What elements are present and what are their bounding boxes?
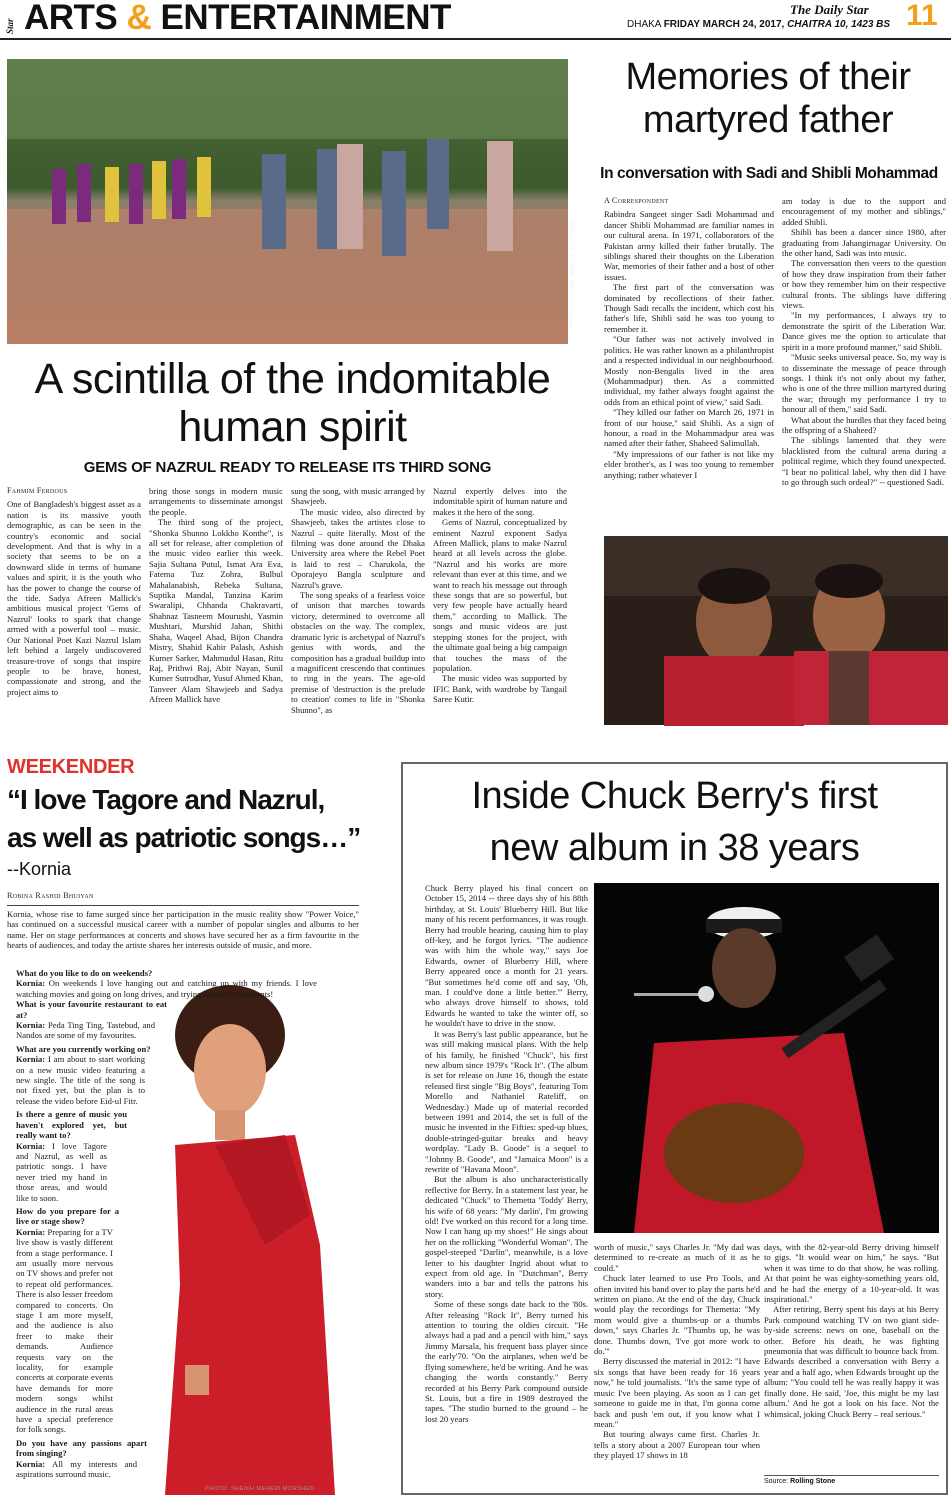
paragraph: worth of music," says Charles Jr. "My dad was determined to re-create as much of it as he could." bbox=[594, 1242, 760, 1273]
answer-5 bbox=[7, 1227, 113, 1435]
paragraph: Chuck Berry played his final concert on October 15, 2014 -- three days shy of his 88th birthday, at St. Louis' Blueberry Hill. But like many of his recent performances, it was rough. Berry had trouble hearing, causing him to play off-key, and he forgot lyrics. "The audience was with him the whole way," says Joe Edwards, owner of Blueberry Hill, where Berry appeared once a month for 21 years. "But sometimes he'd come off and say, 'Oh, man. I could've done a little better.'" Berry, who always drove himself to shows, told Edwards he wanted to take the winter off, so he wouldn't have to drive in the snow. bbox=[425, 883, 588, 1029]
section-arts: ARTS bbox=[24, 0, 118, 37]
gems-of-nazrul-photo bbox=[7, 59, 576, 344]
headline-line1: Memories of their bbox=[625, 56, 911, 98]
paragraph: Some of these songs date back to the '80s. After releasing "Rock It", Berry turned his attention to touring the oldies circuit. "He always had a pad and a pencil with him," says Jimmy Marsala, his frequent bass player since the early'70. "On the airplanes, when we'd be flying somewhere, he'd be writing. And he was changing the words constantly." Berry recorded at his Berry Park compound outside St. Louis, but a fire in 1989 destroyed the tapes. "The studio burned to the ground – he lost 20 years bbox=[425, 1299, 588, 1424]
scintilla-subhead: GEMS OF NAZRUL READY TO RELEASE ITS THIRD SONG bbox=[83, 459, 492, 476]
dateline bbox=[627, 19, 890, 30]
dateline-city: DHAKA bbox=[627, 19, 661, 30]
question-3 bbox=[7, 1044, 155, 1054]
weekender-intro bbox=[7, 909, 359, 951]
paragraph: Shibli has been a dancer since 1980, after graduating from Jahangirnagar University. On the other hand, Sadi was into music. bbox=[782, 227, 946, 259]
paragraph: The siblings lamented that they were blacklisted from the cultural arena during a political regime, which they found unexpected. "I bear no political label, why then did I have to go through such ordeal?" -- questioned Sadi. bbox=[782, 435, 946, 487]
paragraph: "In my performances, I always try to demonstrate the spirit of the Liberation War. Dance gives me the option to articulate that spirit in a more profound manner," said Shibli. bbox=[782, 310, 946, 352]
dateline-bangla: CHAITRA 10, 1423 BS bbox=[787, 19, 891, 30]
sadi-shibli-photo bbox=[604, 536, 948, 725]
headline-line2: new album in 38 years bbox=[489, 827, 860, 869]
question-1 bbox=[7, 968, 387, 978]
answer-text: I am about to start working on a new music video featuring a new single. The title of the song is not fixed yet, but the plan is to release the video before Eid-ul Fitr. bbox=[16, 1054, 145, 1106]
answer-text: I love Tagore and Nazrul, as well as patriotic songs. I have never tried my hand in those areas, and would like to soon. bbox=[16, 1140, 107, 1203]
paragraph: The music video was supported by IFIC Bank, with wardrobe by Tangail Saree Kutir. bbox=[433, 673, 567, 705]
question-text: What is your favourite restaurant to eat at? bbox=[16, 999, 167, 1020]
paragraph: After retiring, Berry spent his days at his Berry Park compound watching TV on two giant side-by-side screens: news on one, baseball on the other. Before his death, he was fighting pneumonia that was difficult to bounce back from. Edwards described a conversation with Berry a year and a half ago, when Edwards brought up the album: "You could tell he was really happy it was finally done. He said, 'Joe, this might be my last album.' And he got a look on his face. Not the whimsical, joking Chuck Berry – real serious." bbox=[764, 1304, 939, 1419]
headline-line1: “I love Tagore and Nazrul, bbox=[7, 784, 325, 815]
masthead bbox=[0, 0, 951, 40]
answer-text: On weekends I love hanging out and catching up with my friends. I love watching movies and going on long drives, and trying out new restaurants! bbox=[16, 978, 317, 999]
photo-credit: PHOTO: SHEIKH MEHEDI MORSHED bbox=[205, 1486, 315, 1492]
scintilla-col-1 bbox=[7, 486, 141, 697]
question-text: How do you prepare for a live or stage show? bbox=[16, 1205, 119, 1227]
berry-col-1 bbox=[425, 883, 588, 1424]
paragraph: "Music seeks universal peace. So, my way is to disseminate the message of peace through songs. I think it's not only about my father, who is one of the three million martyred during the war; through my performance I try to honour all of them," said Sadi. bbox=[782, 352, 946, 415]
memories-byline: A Correspondent bbox=[604, 196, 669, 205]
paragraph: days, with the 82-year-old Berry driving himself to gigs. "It would wear on him," he says. "But when it was time to do that show, he was rolling. At that point he was eighty-something years old, and he had the energy of a 10-year-old. It was inspirational." bbox=[764, 1242, 939, 1305]
section-title bbox=[24, 0, 451, 36]
answer-name: Kornia: bbox=[16, 1140, 46, 1151]
paragraph: The music video, also directed by Shawjeeb, takes the artistes close to Nazrul – quite literally. Most of the filming was done around the Dhaka University area where the Rebel Poet is laid to rest – Charukola, the Oporajeyo Bangla sculpture and Nazrul's grave. bbox=[291, 506, 425, 590]
question-4 bbox=[7, 1109, 127, 1140]
paragraph: Kornia, whose rise to fame surged since her participation in the music reality show "Power Voice," has continued on a successful musical career with a number of popular singles and albums to her name. Her on stage performances at concerts and shows have secured her as a firm favourite in the hearts of audiences, and today the artiste shares her interests outside of music, and more. bbox=[7, 909, 359, 951]
berry-col-2 bbox=[594, 1242, 760, 1461]
dateline-date: FRIDAY MARCH 24, 2017, bbox=[663, 19, 785, 30]
berry-col-3 bbox=[764, 1242, 939, 1419]
paragraph: Gems of Nazrul, conceptualized by eminent Nazrul exponent Sadya Afreen Mallick, plans to make Nazrul heard at all levels across the globe. "Nazrul and his works are more relevant than ever at this time, and we want to reach his message out through these songs that are so powerful, but very few people have actually heard them," according to Mallick. The songs and music videos are just stepping stones for the project, with the ultimate goal being a big campaign that touches the mass of the population. bbox=[433, 517, 567, 673]
paragraph: But touring always came first. Charles Jr. tells a story about a 2007 European tour when they played 17 shows in 18 bbox=[594, 1429, 760, 1461]
weekender-headline bbox=[7, 781, 397, 857]
paragraph: "They killed our father on March 26, 1971 in front of our house," said Shibli. As a sign of honour, a road in the Mohammadpur area was named after their father, Shaheed Salimullah. bbox=[604, 407, 774, 449]
headline-line1: A scintilla of the indomitable bbox=[34, 355, 551, 403]
paper-name: The Daily Star bbox=[790, 2, 869, 17]
answer-name: Kornia: bbox=[16, 1054, 46, 1065]
paragraph: The first part of the conversation was dominated by recollections of their father. Though Sadi recalls the incident, which cost his father's life, Shibli said he was too young to remember it. bbox=[604, 282, 774, 334]
paragraph: Nazrul expertly delves into the indomitable spirit of human nature and makes it the hero of the song. bbox=[433, 486, 567, 517]
answer-4 bbox=[7, 1141, 107, 1203]
paragraph: "My impressions of our father is not like my elder brother's, as I was too young to remember anything; rather whatever I bbox=[604, 448, 774, 480]
answer-name: Kornia: bbox=[16, 1458, 46, 1469]
source-name: Rolling Stone bbox=[790, 1478, 836, 1485]
paragraph: But the album is also uncharacteristically reflective for Berry. In a statement last year, he dedicated "Chuck" to Themetta 'Toddy' Berry, his wife of 68 years: "My darlin', I'm growing old! I've worked on this record for a long time. Now I can hang up my shoes!" He sings about her on the rollicking "Wonderful Woman". The gospel-steeped "Darlin", meanwhile, is a love letter to his daughter Ingrid about what to expect from old age. In "Dutchman", Berry wanders into a bar and tells the patrons his story. bbox=[425, 1174, 588, 1299]
paragraph: bring those songs in modern music arrangements to disseminate amongst the people. bbox=[149, 486, 283, 517]
answer-2 bbox=[7, 1020, 155, 1041]
answer-name: Kornia: bbox=[16, 978, 46, 989]
paragraph: The song speaks of a fearless voice of unison that marches towards victory, determined to overcome all obstacles on the way. The complex, dramatic lyric is archetypal of Nazrul's genius with words, and the composition has a gradual buildup into a magnificent crescendo that continues to ring in the years. The age-old premise of 'destruction is the prelude to creation' comes to life in "Shonka Shunno", as bbox=[291, 590, 425, 715]
paragraph: One of Bangladesh's biggest asset as a nation is its massive youth demographic, as can be seen in the country's economic and social development. And that is why in a society that seems to be on a downward slide in terms of humane values and spirit, it is the youth who has the power to change the course of the tide. Sadya Afreen Mallick's ambitious musical project 'Gems of Nazrul' looks to spark that change armed with a powerful tool – music. Our National Poet Kazi Nazrul Islam left behind a largely undiscovered treasure-trove of songs that inspire people to be brave, honest, compassionate and strong, and the project aims to bbox=[7, 499, 141, 697]
question-2 bbox=[7, 999, 167, 1020]
answer-text: Peda Ting Ting, Tastebud, and Nandos are some of my favourites. bbox=[16, 1020, 155, 1041]
paragraph: It was Berry's last public appearance, but he was still making musical plans. With the help of his family, he finished "Chuck", his first new album since 1979's "Rock It". (The album is set for release on June 16, though the estate released first single "Big Boys", featuring Tom Morello and Nathaniel Rateliff, on Wednesday.) Made up of material recorded between 1991 and 2014, the set is full of the music he invented in the Fifties: sped-up blues, double-stringed-guitar breaks and heavy wordplay. "Lady B. Goode" is a sequel to "Johnny B. Goode", and "Jamaica Moon" is a rewrite of "Havana Moon". bbox=[425, 1028, 588, 1174]
masthead-rule bbox=[0, 38, 951, 40]
headline-line2: martyred father bbox=[642, 99, 894, 141]
memories-subhead: In conversation with Sadi and Shibli Mohammad bbox=[600, 165, 938, 182]
question-text: Is there a genre of music you haven't explored yet, but really want to? bbox=[16, 1109, 127, 1141]
photo-credit: PHOTO: SHEIKH MEHEDI MORSHED bbox=[570, 219, 576, 329]
answer-text: All my interests and aspirations surround music. bbox=[16, 1458, 137, 1480]
answer-6 bbox=[7, 1459, 137, 1480]
weekender-attribution: --Kornia bbox=[7, 859, 72, 879]
memories-headline bbox=[588, 56, 948, 142]
question-text: Do you have any passions apart from singing? bbox=[16, 1437, 147, 1459]
berry-headline bbox=[403, 770, 946, 874]
paragraph: Berry discussed the material in 2012: "I have six songs that have been ready for 16 years now," he told journalists. "It's the same type of music I've been playing. As soon as I can get someone to guide me in that, I'm gonna come back and push 'em out, if you know what I mean." bbox=[594, 1356, 760, 1429]
headline-line1: Inside Chuck Berry's first bbox=[471, 775, 878, 817]
answer-3 bbox=[7, 1054, 145, 1106]
scintilla-col-3 bbox=[291, 486, 425, 715]
scintilla-byline: Fahmim Ferdous bbox=[7, 486, 68, 495]
page-number: 11 bbox=[906, 0, 938, 32]
paragraph: The third song of the project, "Shonka Shunno Lokkho Konthe", is all set for release, after completion of the music video earlier this week. Sajia Sultana Putul, Ismat Ara Eva, Fatema Tuz Zohra, Bulbul Mahalanabish, Rebeka Sultana, Suptika Mandal, Tanzina Karim Swaralipi, Chhanda Chakravarti, Shahnaz Tasneem Mourushi, Yasmin Mushtari, Murshid Jahan, Shithi Shaha, Waqeel Ahad, Bijon Chandra Mistry, Shahid Kabir Palash, Ashish Kumer Sarker, Mahmudul Hasan, Ritu Raj, Prithwi Raj, Abir Nayan, Sunil Kumer Sutrodhar, Yusuf Ahmed Khan, Tanveer Alam Shawjeeb and Sadya Afreen Mallick have bbox=[149, 517, 283, 705]
scintilla-headline bbox=[0, 355, 585, 451]
weekender-byline: Robina Rashid Bhuiyan bbox=[7, 891, 94, 900]
headline-line2: human spirit bbox=[178, 403, 407, 451]
paragraph: "Our father was not actively involved in politics. He was rather known as a philanthropist and a respected individual in our neighbourhood. Mostly non-Bengalis lived in the area (Mohammadpur) then. As a committed individual, my father always fought against the odds from an ethical point of view," said Sadi. bbox=[604, 334, 774, 407]
star-logo: Star bbox=[5, 18, 15, 34]
question-6 bbox=[7, 1438, 147, 1459]
chuck-berry-photo bbox=[594, 883, 939, 1233]
paragraph: sung the song, with music arranged by Shawjeeb. bbox=[291, 486, 425, 507]
answer-1 bbox=[7, 978, 317, 999]
paragraph: The conversation then veers to the question of how they draw inspiration from their father or how they remember him on their respective cultural fronts. The siblings have differing views. bbox=[782, 258, 946, 311]
byline-rule bbox=[7, 905, 359, 906]
chuck-berry-image bbox=[594, 883, 939, 1233]
question-text: What do you like to do on weekends? bbox=[16, 968, 153, 978]
group-walking-image bbox=[7, 59, 568, 344]
paragraph: am today is due to the support and encouragement of my mother and siblings," added Shibli. bbox=[782, 196, 946, 227]
source-label: Source: bbox=[764, 1478, 789, 1485]
paragraph: What about the hurdles that they faced being the offspring of a Shaheed? bbox=[782, 414, 946, 435]
brothers-image bbox=[604, 536, 948, 725]
berry-source bbox=[764, 1475, 939, 1485]
answer-text: Preparing for a TV live show is vastly different from a stage performance. I am usually more nervous on TV shows and prefer not to repeat old performances. There is also lesser freedom compared to concerts. On stage I am more myself, and the audience is also freer to make their demands. Audience requests vary on the locality, for example concerts at corporate events have demands for more modern songs whilst audience in the rural areas have a special preference for folk songs. bbox=[16, 1226, 113, 1435]
scintilla-col-4 bbox=[433, 486, 567, 705]
question-text: What are you currently working on? bbox=[16, 1043, 151, 1054]
answer-name: Kornia: bbox=[16, 1226, 46, 1237]
headline-line2: as well as patriotic songs…” bbox=[7, 822, 361, 853]
scintilla-col-2 bbox=[149, 486, 283, 705]
section-entertainment: ENTERTAINMENT bbox=[160, 0, 451, 37]
paragraph: Chuck later learned to use Pro Tools, and often invited his band over to play the parts he'd written on piano. At the end of the day, Chuck would play the recordings for Themetta: "My mom would give a thumbs-up or a thumbs down," says Charles Jr. "Thumbs up, he was done. Thumbs down, 'I've got more work to do.'" bbox=[594, 1273, 760, 1357]
section-amp: & bbox=[126, 0, 152, 37]
weekender-label: WEEKENDER bbox=[7, 756, 135, 778]
paragraph: Rabindra Sangeet singer Sadi Mohammad and dancer Shibli Mohammad are familiar names in our cultural arena. In 1971, collaborators of the Pakistan army killed their father brutally. The siblings shared their thoughts on the Liberation War, memories of their father and a host of other issues. bbox=[604, 209, 774, 282]
question-5 bbox=[7, 1206, 119, 1227]
memories-col-2 bbox=[782, 196, 946, 487]
weekender-qa bbox=[7, 968, 387, 1480]
memories-col-1 bbox=[604, 196, 774, 480]
answer-name: Kornia: bbox=[16, 1020, 46, 1031]
